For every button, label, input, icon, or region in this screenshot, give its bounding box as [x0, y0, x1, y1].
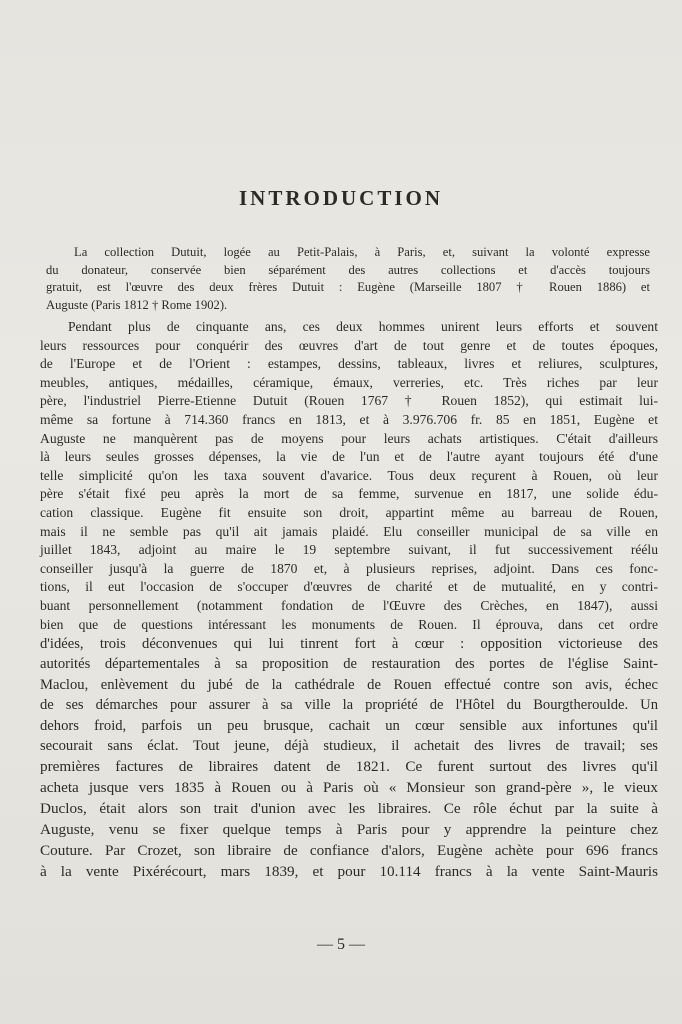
text-line: bien que de questions intéressant les monuments de Rouen. Il éprouva, dans cet ordre [40, 616, 658, 632]
paragraph-2 [40, 318, 658, 882]
text-line: Duclos, était alors son trait d'union avec les libraires. Ce rôle échut par la suite à [40, 800, 658, 818]
text-line: Auguste, venu se fixer quelque temps à Paris pour y apprendre la peinture chez [40, 821, 658, 839]
text-line: Auguste ne manquèrent pas de moyens pour leurs achats artistiques. C'était d'ailleurs [40, 430, 658, 446]
text-line: leurs ressources pour conquérir des œuvres d'art de tout genre et de toutes époques, [40, 337, 658, 353]
text-line: de l'Europe et de l'Orient : estampes, dessins, tableaux, livres et reliures, sculptures, [40, 356, 658, 372]
text-line: à la vente Pixérécourt, mars 1839, et pour 10.114 francs à la vente Saint-Mauris [40, 863, 658, 881]
text-line: La collection Dutuit, logée au Petit-Palais, à Paris, et, suivant la volonté expresse [74, 245, 650, 259]
text-line: d'idées, trois déconvenues qui lui tinrent fort à cœur : opposition victorieuse des [40, 636, 658, 653]
page-number: — 5 — [317, 936, 365, 953]
text-line: du donateur, conservée bien séparément des autres collections et d'accès toujours [46, 262, 650, 277]
text-line: Pendant plus de cinquante ans, ces deux hommes unirent leurs efforts et souvent [68, 319, 658, 334]
text-line: dehors froid, parfois un peu brusque, cachait un cœur sensible aux infortunes qu'il [40, 717, 658, 734]
paragraph-1 [46, 244, 650, 314]
text-line: mais il ne semble pas qu'il ait jamais plaidé. Elu conseiller municipal de sa ville en [40, 523, 658, 539]
text-line: secourait sans éclat. Tout jeune, déjà studieux, il achetait des livres de travail; ses [40, 738, 658, 755]
text-line: tions, il eut l'occasion de s'occuper d'œuvres de charité et de mutualité, en y contri- [40, 579, 658, 595]
text-line: autorités départementales à sa proposition de restauration des portes de l'église Saint- [40, 656, 658, 673]
page-title: INTRODUCTION [238, 186, 444, 210]
text-line: cation classique. Eugène fit ensuite son droit, appartint même au barreau de Rouen, [40, 504, 658, 520]
text-line: telle simplicité qu'on les taxa souvent d'avarice. Tous deux reçurent à Rouen, où leur [40, 467, 658, 483]
text-line: Couture. Par Crozet, son libraire de confiance d'alors, Eugène achète pour 696 francs [40, 842, 658, 860]
text-line: buant personnellement (notamment fondation de l'Œuvre des Crèches, en 1847), aussi [40, 597, 658, 613]
text-line: Maclou, enlèvement du jubé de la cathédrale de Rouen effectué contre son avis, échec [40, 676, 658, 693]
text-line: gratuit, est l'œuvre des deux frères Dutuit : Eugène (Marseille 1807 † Rouen 1886) et [46, 280, 650, 295]
text-line: acheta jusque vers 1835 à Rouen ou à Paris où « Monsieur son grand-père », le vieux [40, 779, 658, 797]
text-line: conseiller jusqu'à la guerre de 1870 et, à plusieurs reprises, adjoint. Dans ces fonc- [40, 560, 658, 576]
text-line: meubles, antiques, médailles, céramique, émaux, verreries, etc. Très riches par leur [40, 374, 658, 390]
text-line: même sa fortune à 714.360 francs en 1813, et à 3.976.706 fr. 85 en 1851, Eugène et [40, 411, 658, 427]
text-line: premières factures de libraires datent de 1821. Ce furent surtout des livres qu'il [40, 758, 658, 776]
text-line: de ses démarches pour assurer à sa ville la propriété de l'Hôtel du Bourgtheroulde. Un [40, 697, 658, 714]
text-line: Auguste (Paris 1812 † Rome 1902). [46, 297, 228, 312]
text-line: père, l'industriel Pierre-Etienne Dutuit (Rouen 1767 † Rouen 1852), qui estimait lui- [40, 393, 658, 409]
text-line: juillet 1843, adjoint au maire le 19 septembre suivant, il fut successivement réélu [40, 542, 658, 558]
text-line: là leurs seules grosses dépenses, la vie de l'un et de l'autre ayant toujours été d'une [40, 449, 658, 465]
text-line: père s'était fixé peu après la mort de sa femme, survenue en 1817, une solide édu- [40, 486, 658, 502]
